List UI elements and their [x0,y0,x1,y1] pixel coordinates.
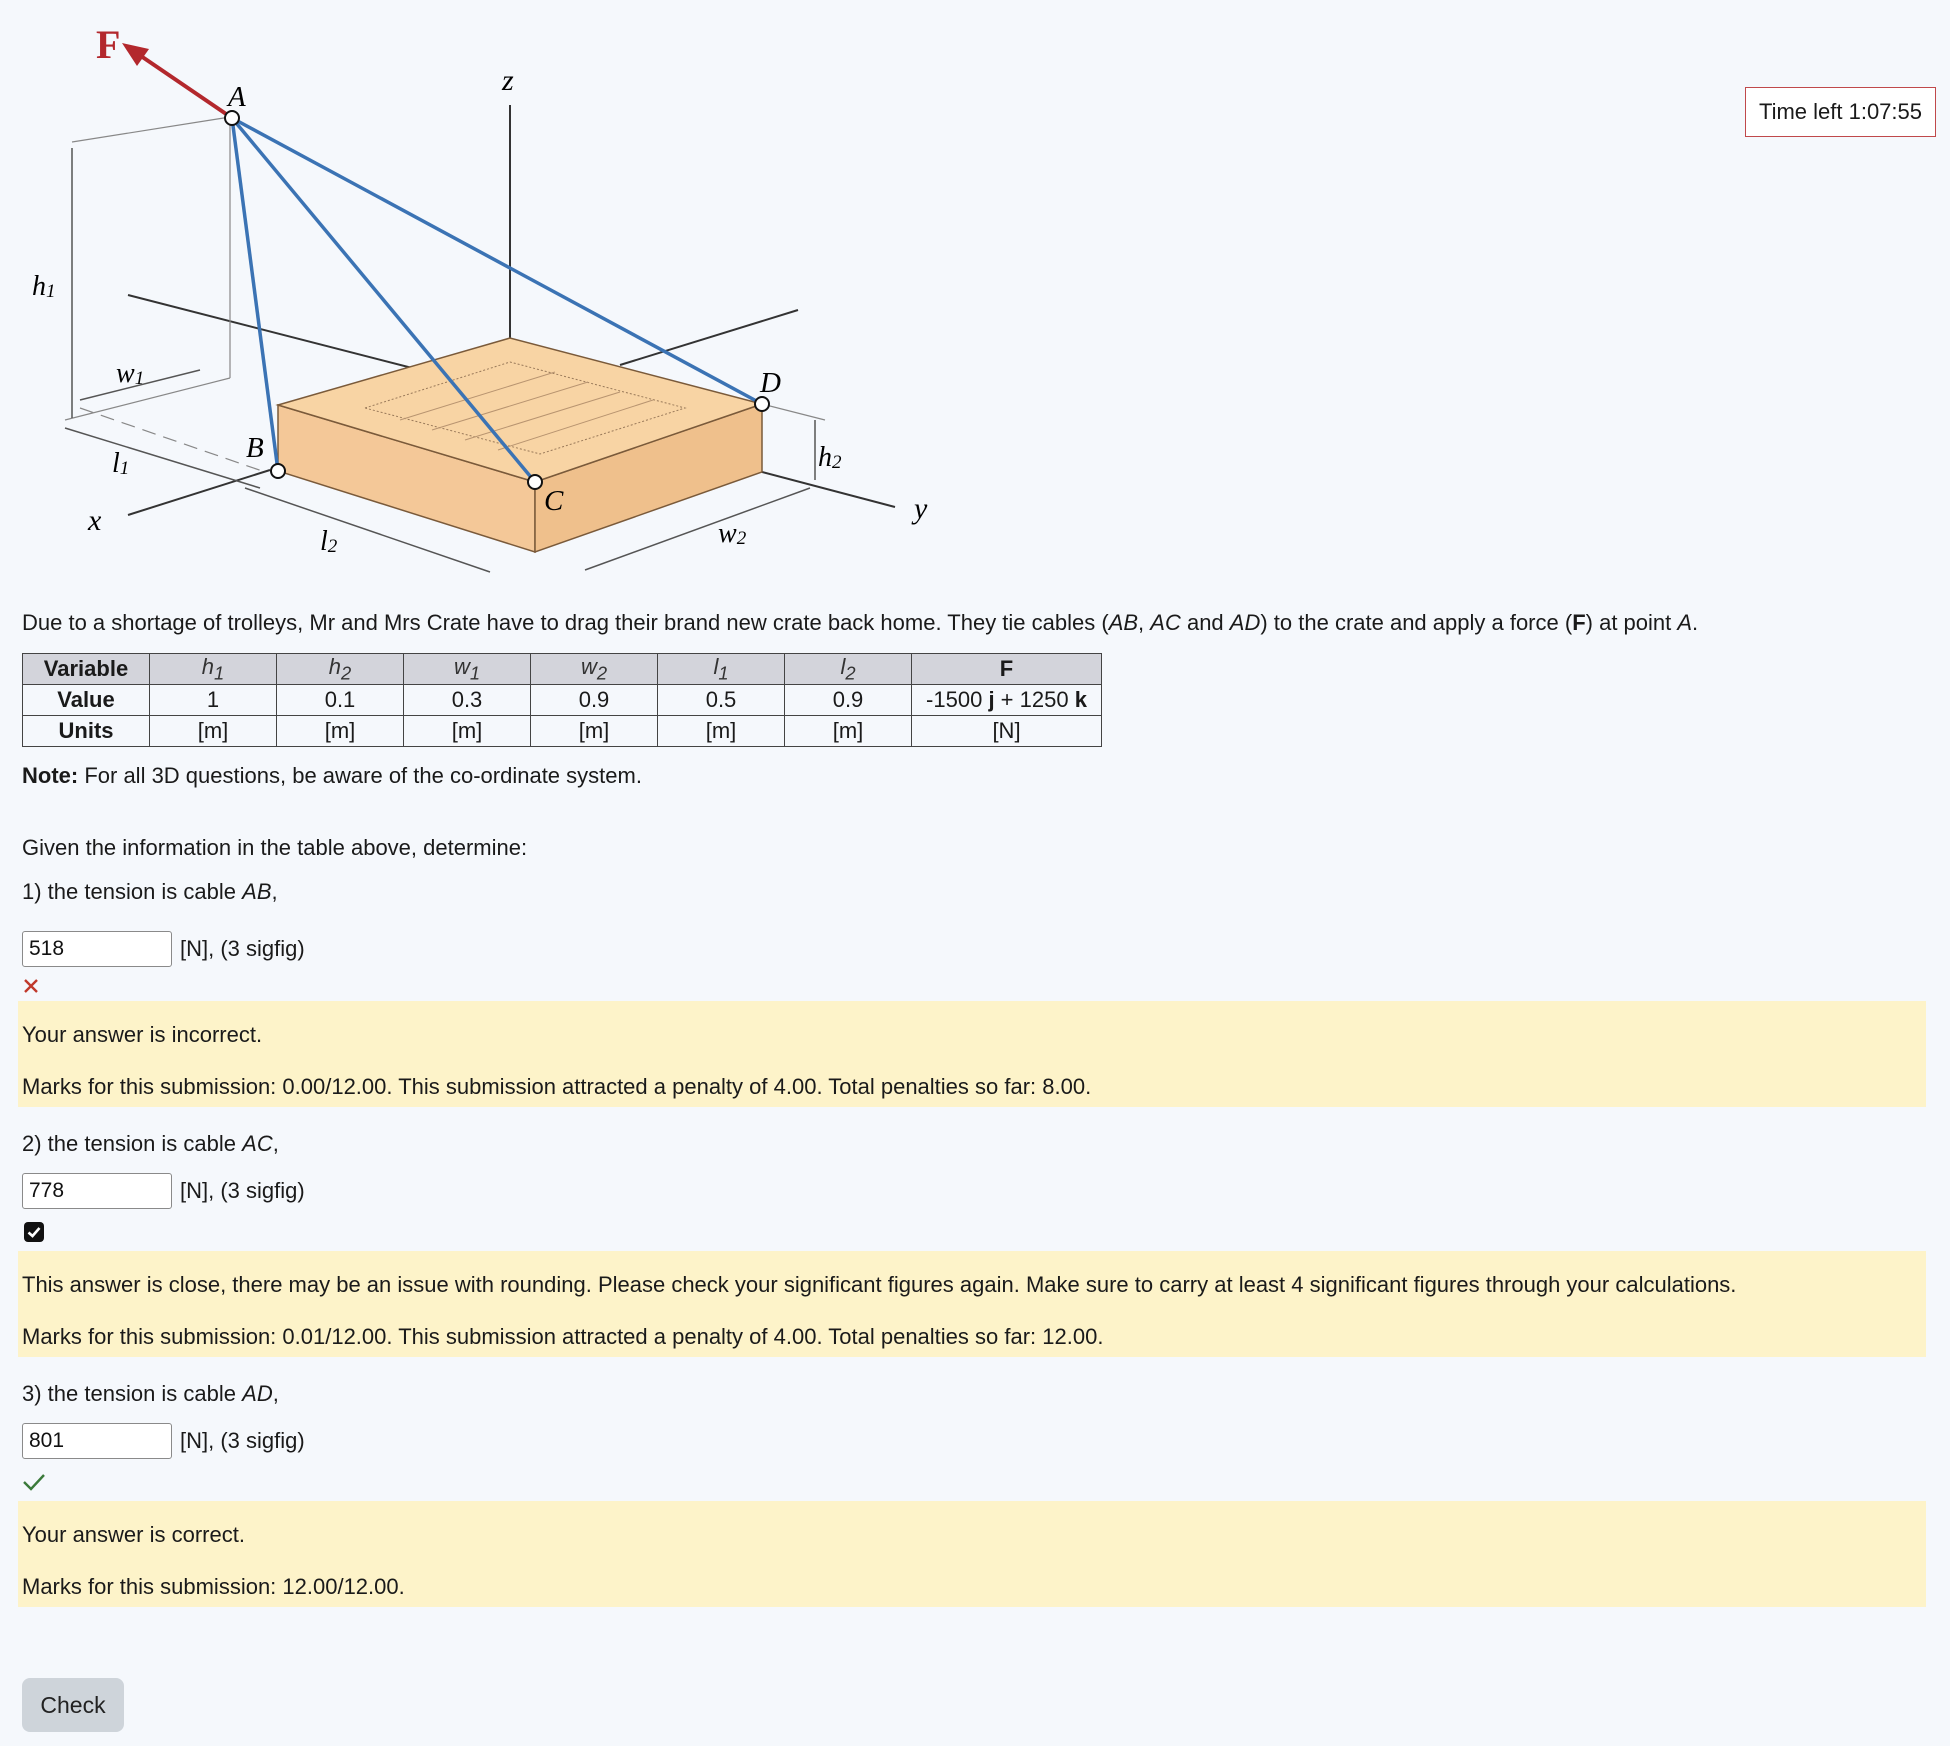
table-header-row [23,654,1102,685]
label-l2: l2 [320,526,338,557]
question-3-feedback-marks: Marks for this submission: 12.00/12.00. [22,1574,405,1600]
table-header-w1: $w_1$ [404,654,531,685]
variables-table [22,653,1102,747]
question-3-feedback-status: Your answer is correct. [22,1522,245,1548]
point-c [528,475,542,489]
table-cell: 0.5 [658,685,785,716]
dim-h1-bottom-guide [65,378,230,420]
label-f: F [96,22,121,67]
question-1-feedback [18,1001,1926,1107]
question-2-unit: [N], (3 sigfig) [180,1178,305,1204]
table-cell-force: -1500 j + 1250 k [912,685,1102,716]
question-1-prompt: 1) the tension is cable AB, [22,879,278,905]
partially-correct-icon [22,1217,1922,1247]
table-cell: [m] [150,716,277,747]
y-axis-front [762,472,895,507]
force-arrow [138,54,232,118]
point-d [755,397,769,411]
dim-l1-arrow [65,428,260,488]
point-b [271,464,285,478]
dim-h2-guide [762,404,825,420]
x-axis-back [128,295,420,370]
question-2-feedback-marks: Marks for this submission: 0.01/12.00. This submission attracted a penalty of 4.00. Total penalties so far: 12.00. [22,1324,1104,1350]
label-z: z [502,64,514,97]
y-axis-back [620,310,798,365]
label-x: x [88,504,102,537]
question-3-answer-input[interactable] [22,1423,172,1459]
table-header-force: F [912,654,1102,685]
question-3-feedback [18,1501,1926,1607]
question-3-prompt: 3) the tension is cable AD, [22,1381,279,1407]
cable-ab [232,118,278,471]
table-header-l2: $l_2$ [785,654,912,685]
point-a [225,111,239,125]
table-header-h1: $h_1$ [150,654,277,685]
question-2-prompt: 2) the tension is cable AC, [22,1131,279,1157]
question-1-feedback-status: Your answer is incorrect. [22,1022,263,1048]
table-header-w2: $w_2$ [531,654,658,685]
question-1-feedback-marks: Marks for this submission: 0.00/12.00. This submission attracted a penalty of 4.00. Total penalties so far: 8.00. [22,1074,1092,1100]
note-text: Note: For all 3D questions, be aware of the co-ordinate system. [22,763,642,789]
check-button[interactable]: Check [22,1678,124,1732]
table-units-row [23,716,1102,747]
incorrect-icon [22,971,1922,1001]
table-header-h2: $h_2$ [277,654,404,685]
question-2-feedback [18,1251,1926,1357]
question-content [22,606,1922,1607]
table-cell: 0.1 [277,685,404,716]
dim-h1-top-guide [72,117,230,142]
crate-cable-diagram [20,10,950,590]
label-l1: l1 [112,448,130,479]
table-cell: [N] [912,716,1102,747]
label-c: C [544,485,564,517]
question-2-answer-row [22,1173,1922,1209]
force-arrow-head [122,43,149,66]
question-3-answer-row [22,1423,1922,1459]
question-2-answer-input[interactable] [22,1173,172,1209]
problem-statement: Due to a shortage of trolleys, Mr and Mrs Crate have to drag their brand new crate back home. They tie cables (AB, AC and AD) to the crate and apply a force (F) at point A. [22,610,1699,635]
question-3-unit: [N], (3 sigfig) [180,1428,305,1454]
label-d: D [760,367,781,399]
table-cell: 0.3 [404,685,531,716]
question-2-feedback-status: This answer is close, there may be an issue with rounding. Please check your significant figures again. Make sure to carry at least 4 significant figures through your calculations. [22,1272,1737,1298]
label-w1: w1 [116,358,145,389]
label-a: A [228,81,246,113]
question-1-answer-input[interactable] [22,931,172,967]
table-value-label: Value [23,685,150,716]
question-1-unit: [N], (3 sigfig) [180,936,305,962]
table-cell: [m] [404,716,531,747]
dim-dashed-guide [80,408,265,472]
table-cell: 0.9 [531,685,658,716]
table-value-row [23,685,1102,716]
given-text: Given the information in the table above, determine: [22,835,528,861]
x-axis-front [128,470,270,515]
table-cell: 1 [150,685,277,716]
table-cell: [m] [277,716,404,747]
table-header-l1: $l_1$ [658,654,785,685]
label-b: B [246,432,264,464]
label-h2: h2 [818,442,842,473]
table-header-label: Variable [23,654,150,685]
table-cell: 0.9 [785,685,912,716]
label-h1: h1 [32,271,56,302]
table-cell: [m] [531,716,658,747]
question-1-answer-row [22,931,1922,967]
table-units-label: Units [23,716,150,747]
time-left-indicator: Time left 1:07:55 [1745,87,1936,137]
table-cell: [m] [658,716,785,747]
table-cell: [m] [785,716,912,747]
label-y: y [914,492,928,525]
label-w2: w2 [718,518,747,549]
correct-icon [22,1467,1922,1497]
